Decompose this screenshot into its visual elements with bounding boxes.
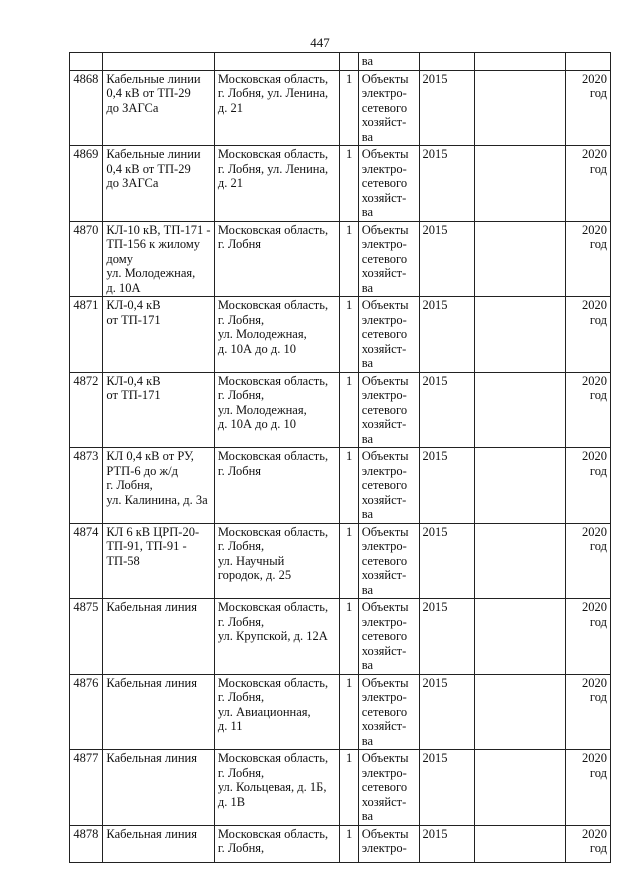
page-number: 447 (310, 35, 330, 50)
empty-cell (475, 297, 566, 373)
year-start-cell: 2015 (419, 146, 475, 222)
object-type-cell: Объекты электро- сетевого хозяйст- ва (358, 372, 419, 448)
table-row (70, 750, 611, 826)
row-number-cell: 4870 (70, 221, 103, 297)
gap-cell (475, 53, 566, 71)
name-cell (103, 53, 214, 71)
registry-body (70, 53, 611, 863)
row-number-cell: 4872 (70, 372, 103, 448)
row-number-cell: 4876 (70, 674, 103, 750)
address-cell: Московская область, г. Лобня, ул. Крупской, д. 12А (214, 599, 340, 675)
address-cell: Московская область, г. Лобня, ул. Кольцевая, д. 1Б, д. 1В (214, 750, 340, 826)
empty-cell (475, 221, 566, 297)
table-row (70, 221, 611, 297)
address-cell: Московская область, г. Лобня, ул. Молодежная, д. 10А до д. 10 (214, 297, 340, 373)
year-start-cell: 2015 (419, 448, 475, 524)
quantity-cell: 1 (340, 372, 358, 448)
continuation-row (70, 53, 611, 71)
year-end-cell: 2020 год (566, 599, 611, 675)
year-end-cell: 2020 год (566, 674, 611, 750)
object-type-cell: Объекты электро- сетевого хозяйст- ва (358, 70, 419, 146)
year2-cell (566, 53, 611, 71)
object-type-cell: Объекты электро- сетевого хозяйст- ва (358, 674, 419, 750)
year-end-cell: 2020 год (566, 146, 611, 222)
table-row (70, 825, 611, 862)
registry-table (69, 52, 611, 863)
table-row (70, 70, 611, 146)
year-end-cell: 2020 год (566, 750, 611, 826)
object-name-cell: Кабельные линии 0,4 кВ от ТП-29 до ЗАГСа (103, 70, 214, 146)
quantity-cell: 1 (340, 523, 358, 599)
year-start-cell: 2015 (419, 70, 475, 146)
quantity-cell: 1 (340, 599, 358, 675)
row-number-cell: 4873 (70, 448, 103, 524)
row-number-cell: 4868 (70, 70, 103, 146)
address-cell: Московская область, г. Лобня, ул. Молодежная, д. 10А до д. 10 (214, 372, 340, 448)
quantity-cell: 1 (340, 146, 358, 222)
empty-cell (475, 448, 566, 524)
table-row (70, 448, 611, 524)
object-type-cell: Объекты электро- сетевого хозяйст- ва (358, 599, 419, 675)
row-number-cell: 4877 (70, 750, 103, 826)
object-type-cell: Объекты электро- сетевого хозяйст- ва (358, 448, 419, 524)
address-cell: Московская область, г. Лобня (214, 448, 340, 524)
address-cell: Московская область, г. Лобня, ул. Ленина, д. 21 (214, 70, 340, 146)
object-name-cell: КЛ-0,4 кВ от ТП-171 (103, 372, 214, 448)
empty-cell (475, 599, 566, 675)
object-name-cell: Кабельная линия (103, 674, 214, 750)
table-row (70, 297, 611, 373)
object-name-cell: КЛ-10 кВ, ТП-171 - ТП-156 к жилому дому ул. Молодежная, д. 10А (103, 221, 214, 297)
empty-cell (475, 146, 566, 222)
row-number-cell: 4874 (70, 523, 103, 599)
empty-cell (475, 825, 566, 862)
table-row (70, 146, 611, 222)
quantity-cell: 1 (340, 674, 358, 750)
address-cell (214, 53, 340, 71)
quantity-cell: 1 (340, 221, 358, 297)
num-cell (70, 53, 103, 71)
empty-cell (475, 70, 566, 146)
year-end-cell: 2020 год (566, 297, 611, 373)
year-start-cell: 2015 (419, 372, 475, 448)
object-type-cell: Объекты электро- (358, 825, 419, 862)
empty-cell (475, 674, 566, 750)
object-name-cell: Кабельная линия (103, 750, 214, 826)
object-type-cell: Объекты электро- сетевого хозяйст- ва (358, 221, 419, 297)
address-cell: Московская область, г. Лобня, ул. Ленина, д. 21 (214, 146, 340, 222)
empty-cell (475, 372, 566, 448)
year-start-cell: 2015 (419, 221, 475, 297)
year-start-cell: 2015 (419, 750, 475, 826)
object-type-cell: Объекты электро- сетевого хозяйст- ва (358, 146, 419, 222)
quantity-cell: 1 (340, 825, 358, 862)
year-end-cell: 2020 год (566, 372, 611, 448)
object-name-cell: Кабельные линии 0,4 кВ от ТП-29 до ЗАГСа (103, 146, 214, 222)
year-start-cell: 2015 (419, 599, 475, 675)
year-end-cell: 2020 год (566, 70, 611, 146)
quantity-cell: 1 (340, 448, 358, 524)
address-cell: Московская область, г. Лобня, ул. Авиационная, д. 11 (214, 674, 340, 750)
year-start-cell: 2015 (419, 825, 475, 862)
year-end-cell: 2020 год (566, 523, 611, 599)
address-cell: Московская область, г. Лобня (214, 221, 340, 297)
object-name-cell: КЛ-0,4 кВ от ТП-171 (103, 297, 214, 373)
object-type-cell: Объекты электро- сетевого хозяйст- ва (358, 297, 419, 373)
object-name-cell: Кабельная линия (103, 599, 214, 675)
object-name-cell: КЛ 0,4 кВ от РУ, РТП-6 до ж/д г. Лобня, ул. Калинина, д. 3а (103, 448, 214, 524)
type-cell: ва (358, 53, 419, 71)
year-start-cell: 2015 (419, 674, 475, 750)
address-cell: Московская область, г. Лобня, ул. Научный городок, д. 25 (214, 523, 340, 599)
year-end-cell: 2020 год (566, 221, 611, 297)
address-cell: Московская область, г. Лобня, (214, 825, 340, 862)
row-number-cell: 4878 (70, 825, 103, 862)
table-row (70, 523, 611, 599)
quantity-cell: 1 (340, 750, 358, 826)
year-end-cell: 2020 год (566, 825, 611, 862)
qty-cell (340, 53, 358, 71)
object-name-cell: Кабельная линия (103, 825, 214, 862)
year-start-cell: 2015 (419, 523, 475, 599)
quantity-cell: 1 (340, 70, 358, 146)
table-row (70, 674, 611, 750)
year-end-cell: 2020 год (566, 448, 611, 524)
object-name-cell: КЛ 6 кВ ЦРП-20- ТП-91, ТП-91 - ТП-58 (103, 523, 214, 599)
object-type-cell: Объекты электро- сетевого хозяйст- ва (358, 523, 419, 599)
table-row (70, 372, 611, 448)
quantity-cell: 1 (340, 297, 358, 373)
row-number-cell: 4869 (70, 146, 103, 222)
row-number-cell: 4871 (70, 297, 103, 373)
object-type-cell: Объекты электро- сетевого хозяйст- ва (358, 750, 419, 826)
empty-cell (475, 523, 566, 599)
table-row (70, 599, 611, 675)
year-start-cell: 2015 (419, 297, 475, 373)
empty-cell (475, 750, 566, 826)
row-number-cell: 4875 (70, 599, 103, 675)
year1-cell (419, 53, 475, 71)
